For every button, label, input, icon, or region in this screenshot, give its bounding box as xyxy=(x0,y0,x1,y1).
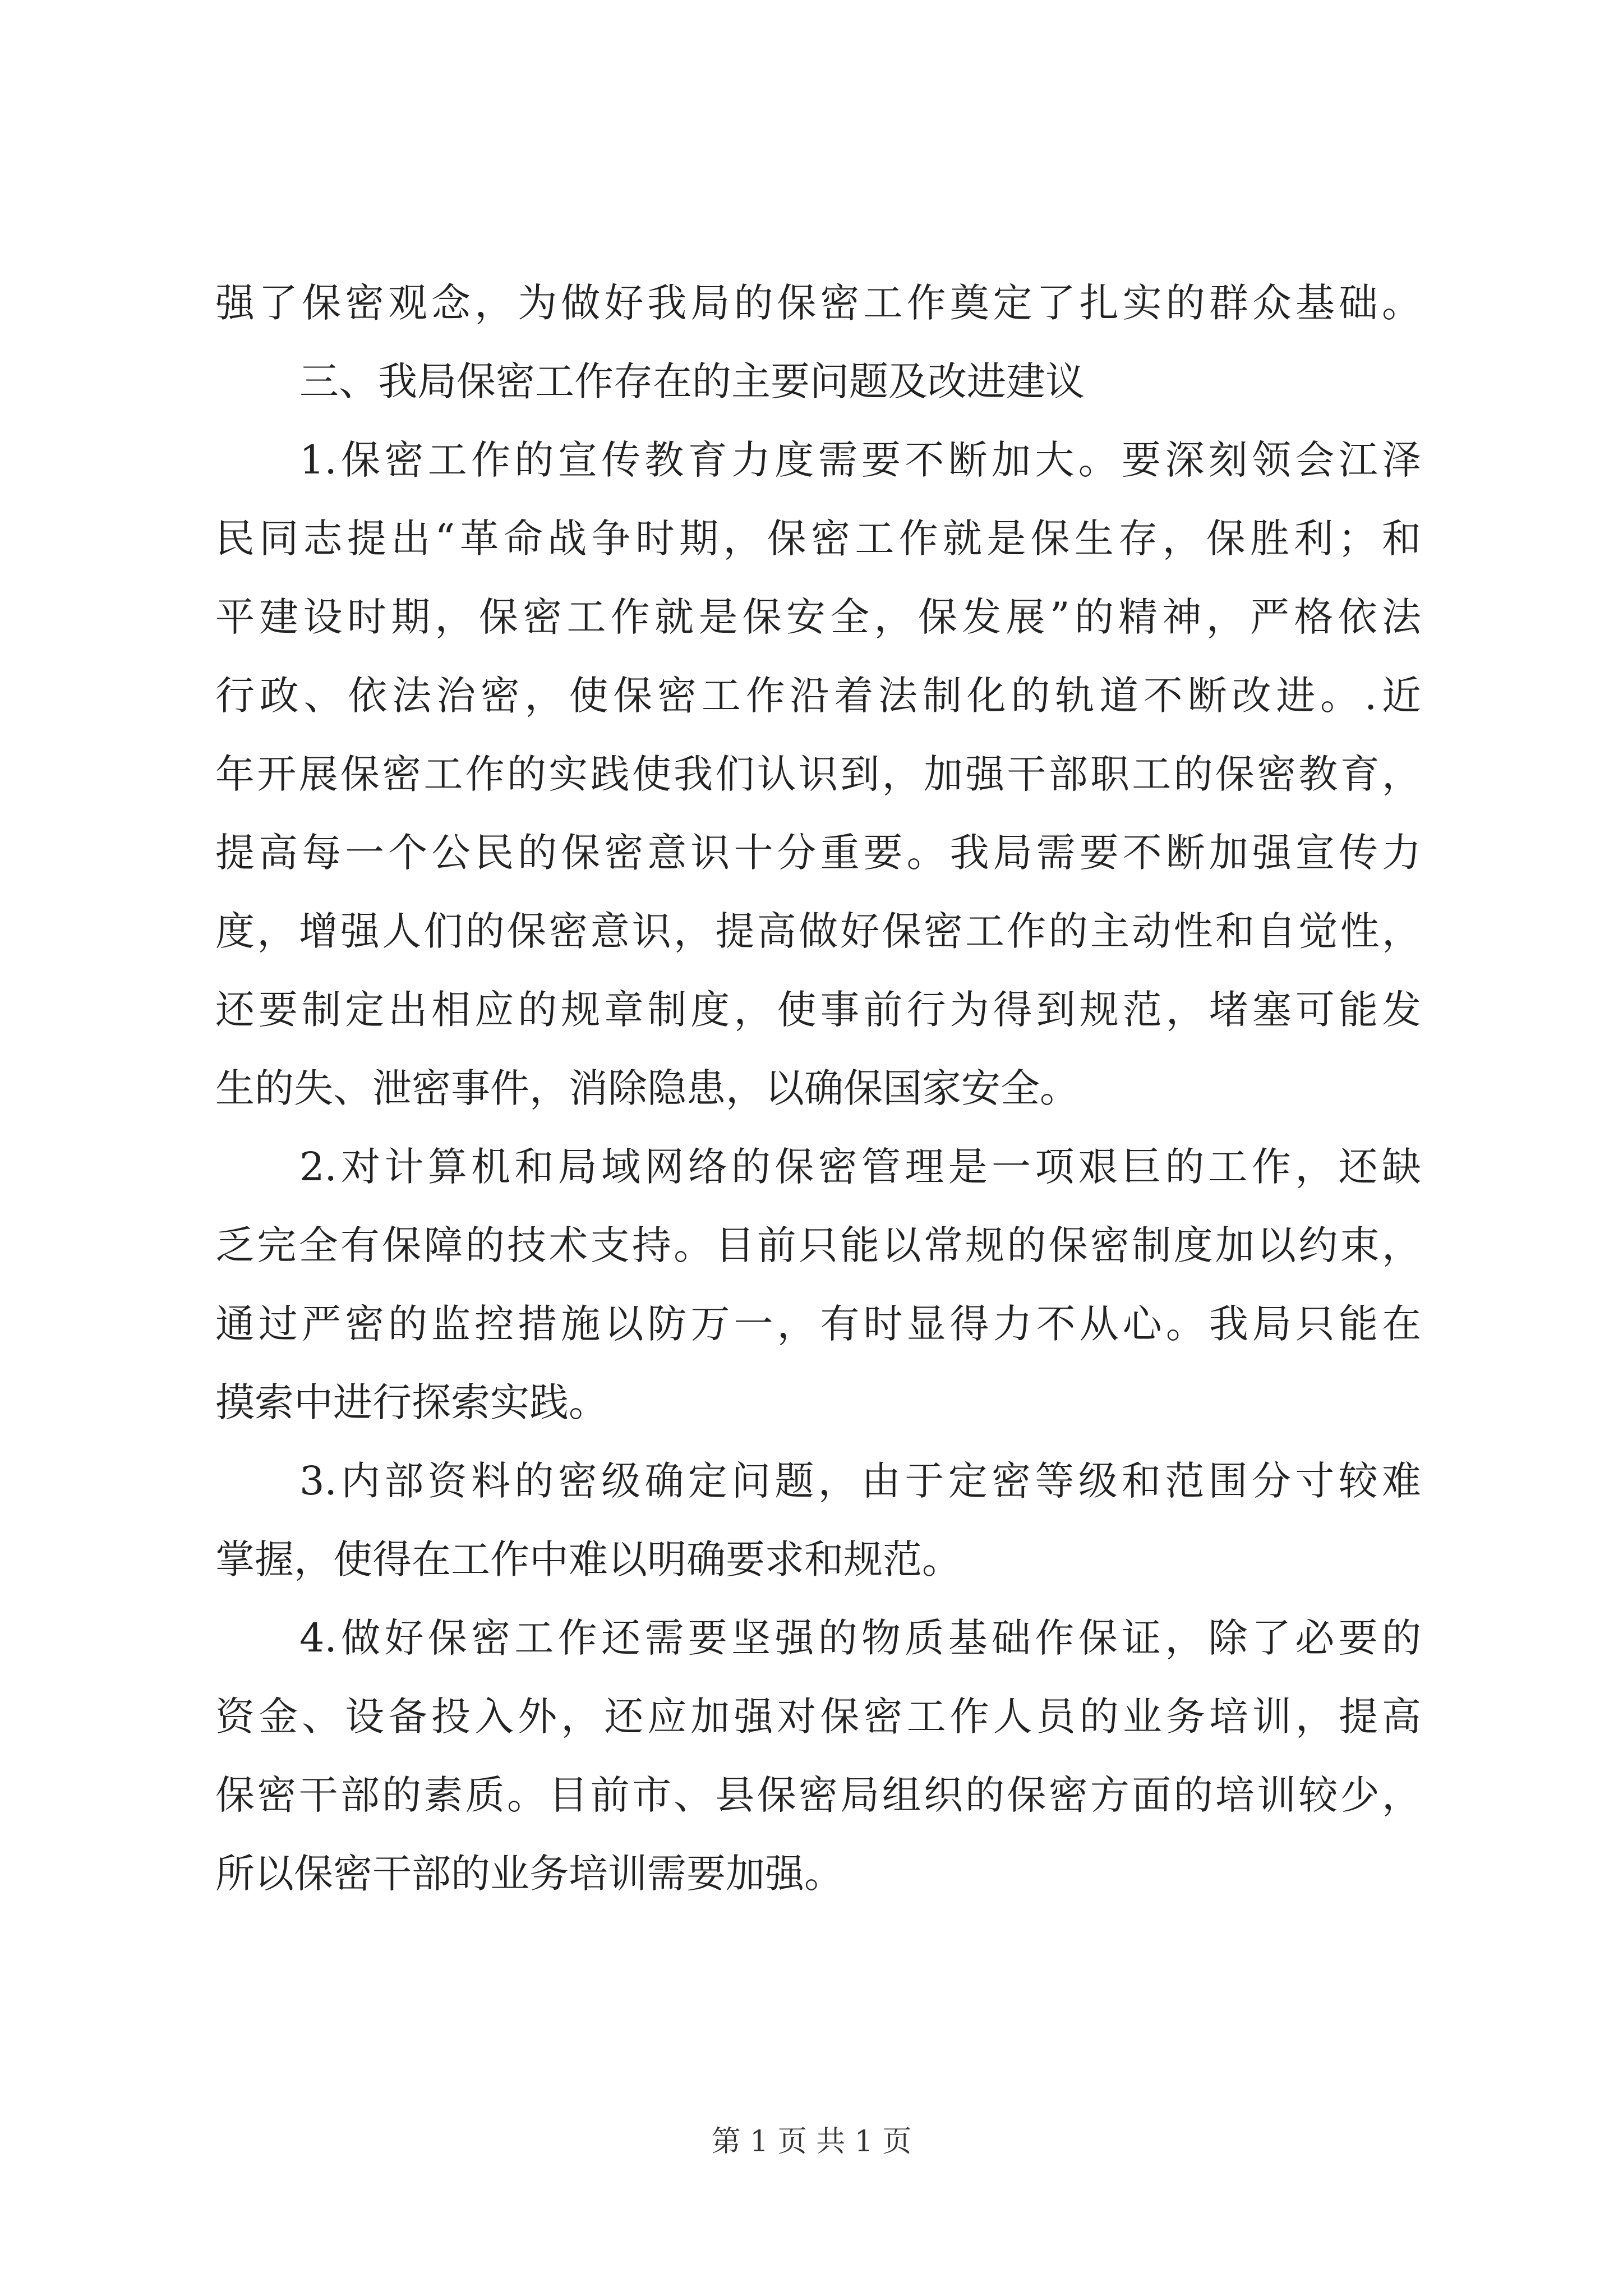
paragraph-2-line: 乏完全有保障的技术支持。目前只能以常规的保密制度加以约束， xyxy=(215,1222,1421,1268)
paragraph-1-line: 民同志提出“革命战争时期，保密工作就是保生存，保胜利；和 xyxy=(215,516,1421,562)
paragraph-1-line: 还要制定出相应的规章制度，使事前行为得到规范，堵塞可能发 xyxy=(215,987,1421,1033)
paragraph-1-line: 度，增强人们的保密意识，提高做好保密工作的主动性和自觉性， xyxy=(215,908,1421,954)
paragraph-4-line: 所以保密干部的业务培训需要加强。 xyxy=(215,1851,843,1897)
paragraph-1-line: 提高每一个公民的保密意识十分重要。我局需要不断加强宣传力 xyxy=(215,830,1421,876)
paragraph-1-line: 年开展保密工作的实践使我们认识到，加强干部职工的保密教育， xyxy=(215,751,1421,797)
text-line: 强了保密观念，为做好我局的保密工作奠定了扎实的群众基础。 xyxy=(215,280,1421,326)
paragraph-2-line: 2.对计算机和局域网络的保密管理是一项艰巨的工作，还缺 xyxy=(299,1144,1421,1190)
paragraph-1-line: 生的失、泄密事件，消除隐患，以确保国家安全。 xyxy=(215,1065,1079,1111)
page-number-footer: 第 1 页 共 1 页 xyxy=(711,2125,912,2159)
paragraph-1-line: 平建设时期，保密工作就是保安全，保发展”的精神，严格依法 xyxy=(215,594,1421,640)
paragraph-4-line: 保密干部的素质。目前市、县保密局组织的保密方面的培训较少， xyxy=(215,1772,1421,1818)
paragraph-1-line: 1.保密工作的宣传教育力度需要不断加大。要深刻领会江泽 xyxy=(299,437,1421,483)
paragraph-4-line: 4.做好保密工作还需要坚强的物质基础作保证，除了必要的 xyxy=(299,1615,1421,1661)
section-heading: 三、我局保密工作存在的主要问题及改进建议 xyxy=(299,358,1085,404)
paragraph-2-line: 通过严密的监控措施以防万一，有时显得力不从心。我局只能在 xyxy=(215,1301,1421,1347)
paragraph-3-line: 掌握，使得在工作中难以明确要求和规范。 xyxy=(215,1536,961,1582)
paragraph-2-line: 摸索中进行探索实践。 xyxy=(215,1379,608,1425)
document-body xyxy=(215,264,1421,1913)
paragraph-4-line: 资金、设备投入外，还应加强对保密工作人员的业务培训，提高 xyxy=(215,1694,1421,1740)
paragraph-3-line: 3.内部资料的密级确定问题，由于定密等级和范围分寸较难 xyxy=(299,1458,1421,1504)
paragraph-1-line: 行政、依法治密，使保密工作沿着法制化的轨道不断改进。.近 xyxy=(215,673,1421,719)
